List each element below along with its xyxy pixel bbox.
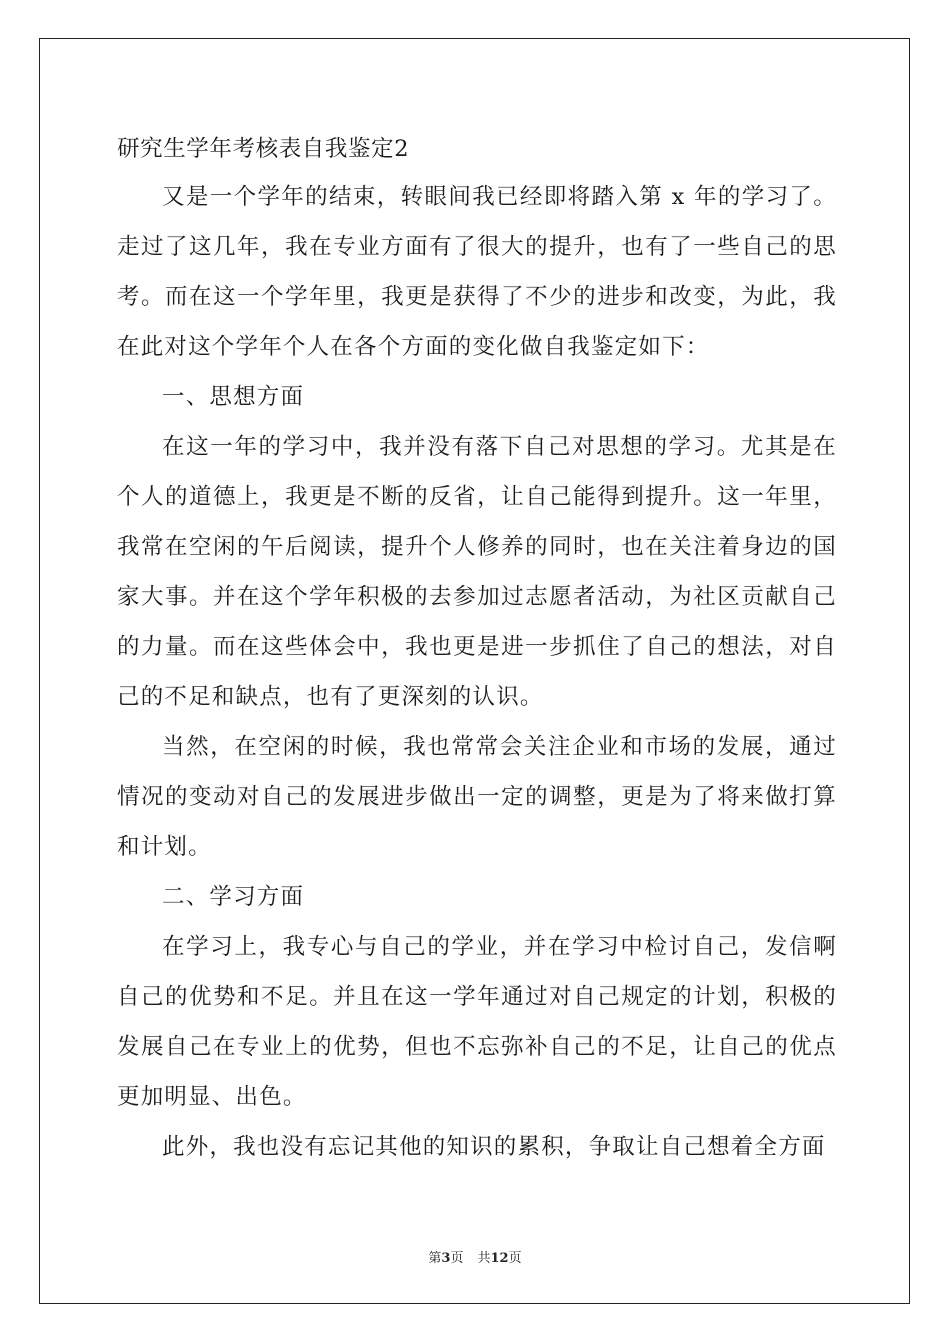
- thought-paragraph-2: 当然，在空闲的时候，我也常常会关注企业和市场的发展，通过情况的变动对自己的发展进步做出一定的调整，更是为了将来做打算和计划。: [117, 734, 837, 860]
- total-suffix: 页: [508, 1251, 522, 1266]
- page-suffix: 页: [450, 1251, 464, 1266]
- document-title: 研究生学年考核表自我鉴定2: [117, 136, 410, 162]
- page-footer: [0, 1247, 950, 1266]
- section-heading-study: 二、学习方面: [162, 884, 305, 910]
- total-pages: 12: [490, 1251, 509, 1266]
- page-prefix: 第: [428, 1251, 442, 1266]
- study-paragraph-2: 此外，我也没有忘记其他的知识的累积，争取让自己想着全方面: [162, 1134, 826, 1160]
- thought-paragraph-1: 在这一年的学习中，我并没有落下自己对思想的学习。尤其是在个人的道德上，我更是不断的反省，让自己能得到提升。这一年里，我常在空闲的午后阅读，提升个人修养的同时，也在关注着身边的国家大事。并在这个学年积极的去参加过志愿者活动，为社区贡献自己的力量。而在这些体会中，我也更是进一步抓住了自己的想法，对自己的不足和缺点，也有了更深刻的认识。: [117, 434, 837, 710]
- total-prefix: 共: [477, 1251, 491, 1266]
- section-heading-thought: 一、思想方面: [162, 384, 305, 410]
- intro-paragraph: 又是一个学年的结束，转眼间我已经即将踏入第 x 年的学习了。走过了这几年，我在专业方面有了很大的提升，也有了一些自己的思考。而在这一个学年里，我更是获得了不少的进步和改变，为此，我在此对这个学年个人在各个方面的变化做自我鉴定如下：: [117, 184, 837, 360]
- page-number: 3: [441, 1251, 451, 1266]
- study-paragraph-1: 在学习上，我专心与自己的学业，并在学习中检讨自己，发信啊自己的优势和不足。并且在这一学年通过对自己规定的计划，积极的发展自己在专业上的优势，但也不忘弥补自己的不足，让自己的优点更加明显、出色。: [117, 934, 837, 1110]
- document-body: [117, 126, 837, 1172]
